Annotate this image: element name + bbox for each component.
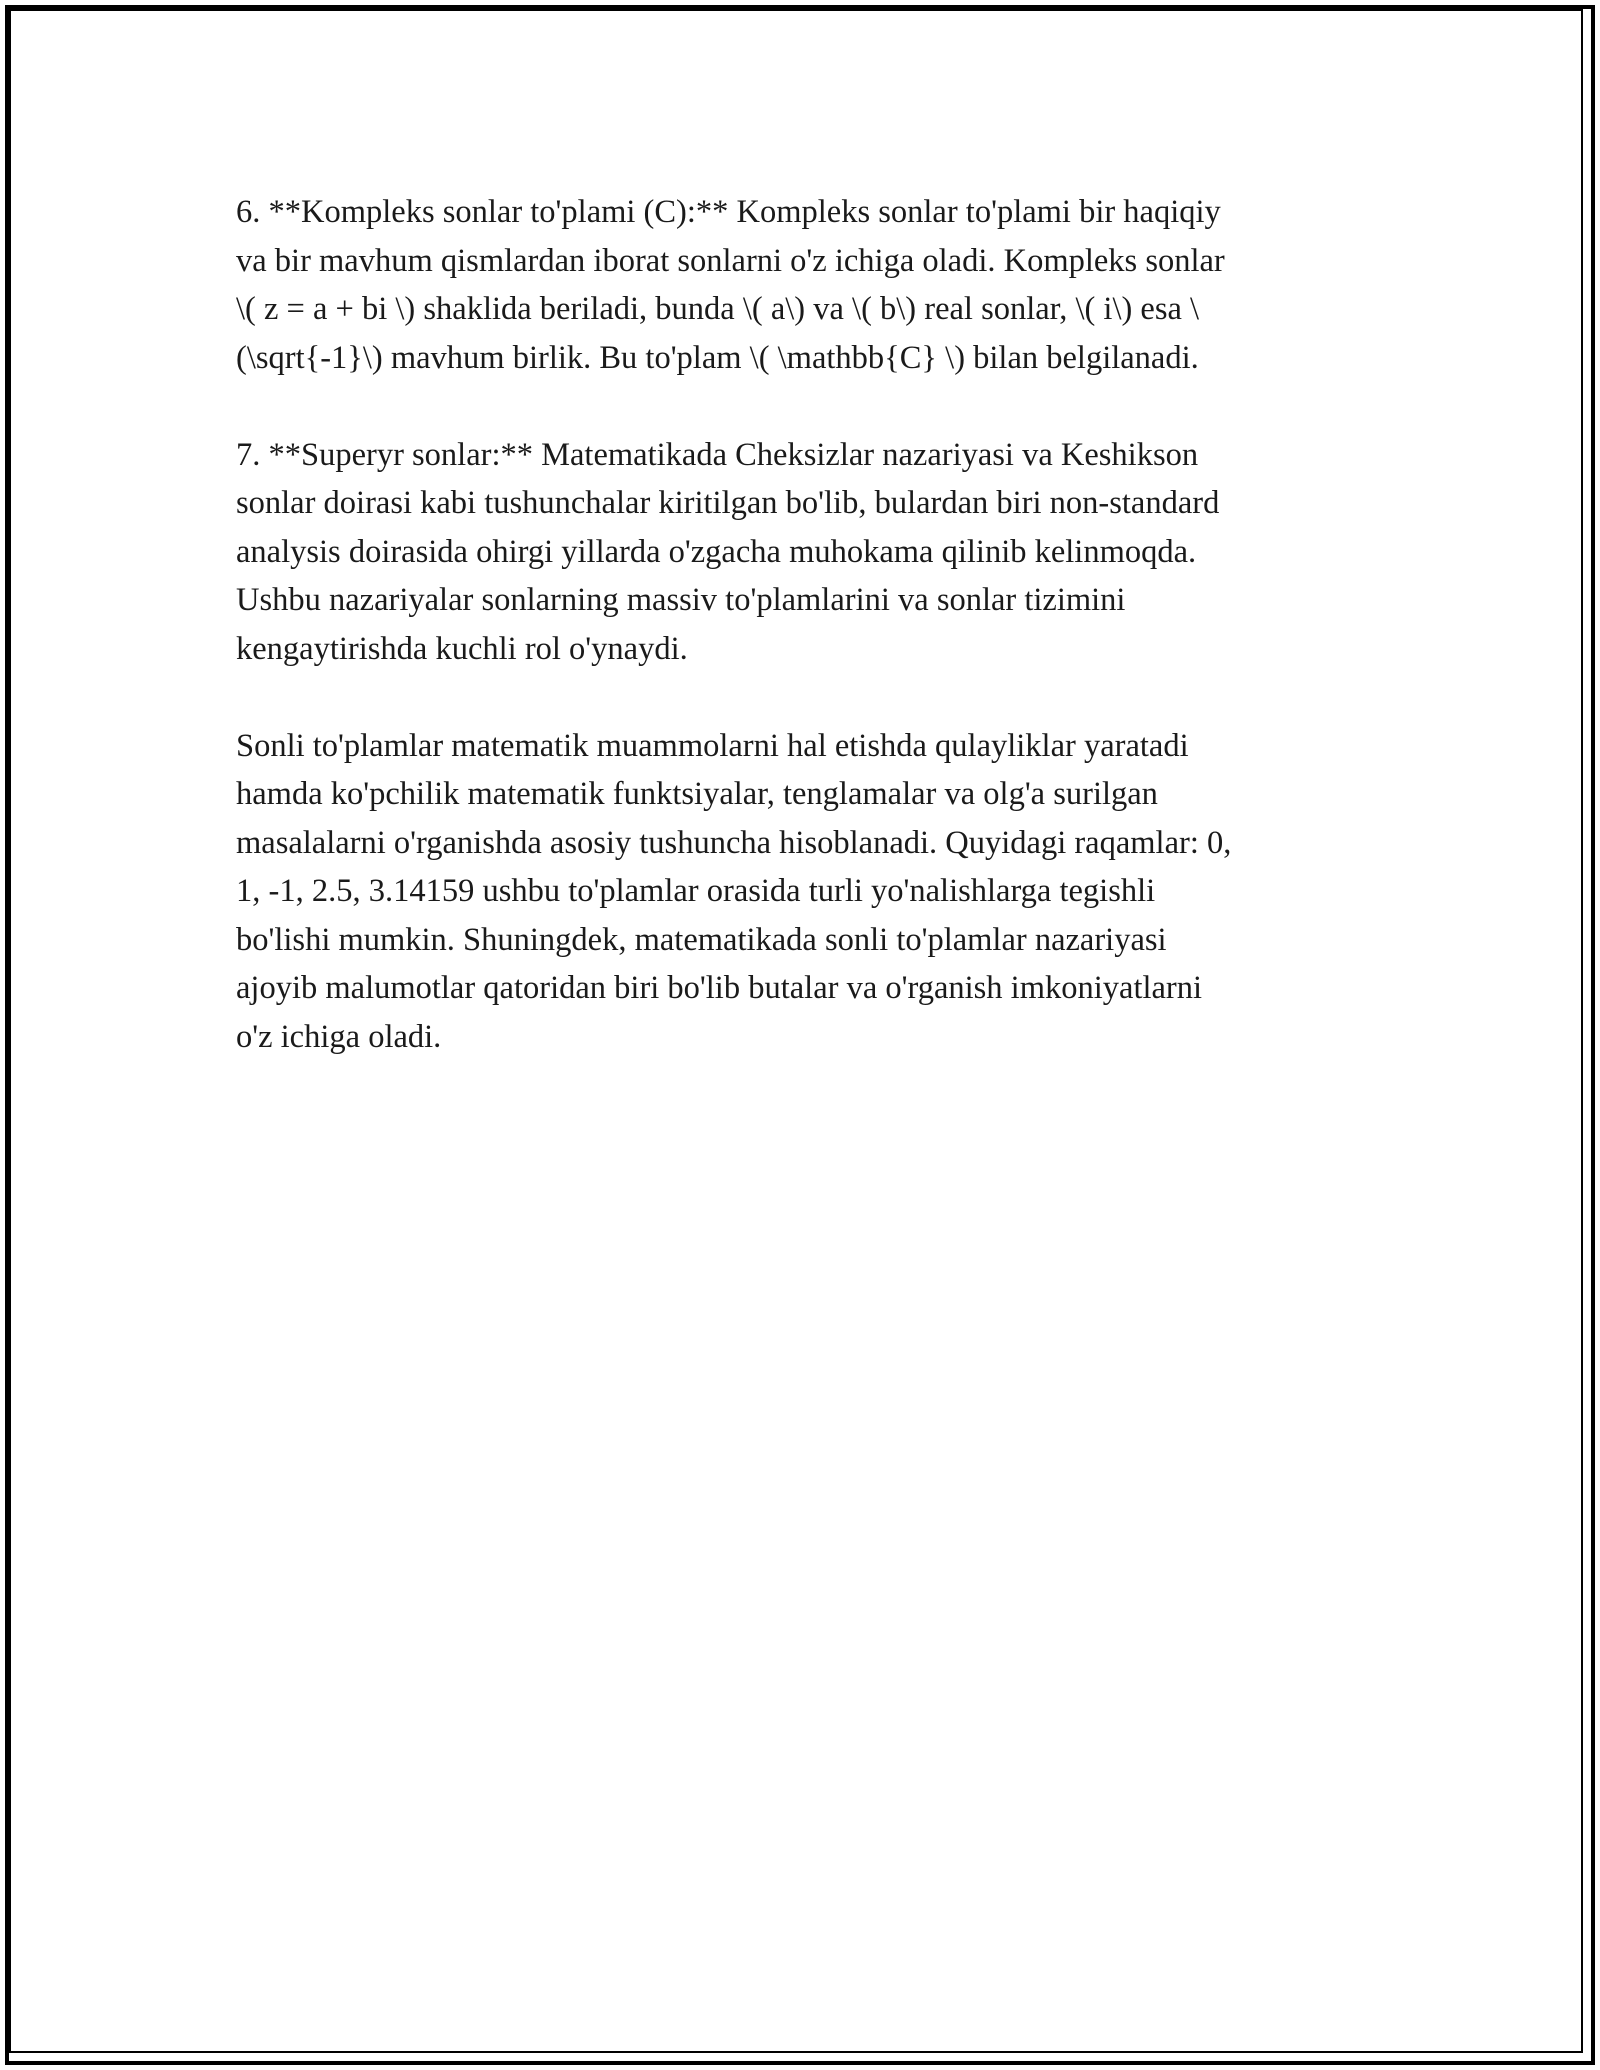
document-body [236,188,1364,1110]
paragraph-superreal-numbers: 7. **Superyr sonlar:** Matematikada Cheksizlar nazariyasi va Keshikson sonlar doirasi kabi tushunchalar kiritilgan bo'lib, bulardan biri non-standard analysis doirasida ohirgi yillarda o'zgacha muhokama qilinib kelinmoqda. Ushbu nazariyalar sonlarning massiv to'plamlarini va sonlar tizimini kengaytirishda kuchli rol o'ynaydi. [236,436,1220,667]
paragraph-complex-numbers: 6. **Kompleks sonlar to'plami (C):** Kompleks sonlar to'plami bir haqiqiy va bir mavhum qismlardan iborat sonlarni o'z ichiga oladi. Kompleks sonlar \( z = a + bi \) shaklida beriladi, bunda \( a\) va \( b\) real sonlar, \( i\) esa \ (\sqrt{-1}\) mavhum birlik. Bu to'plam \( \mathbb{C} \) bilan belgilanadi. [236,194,1225,376]
paragraph-number-sets-summary: Sonli to'plamlar matematik muammolarni hal etishda qulayliklar yaratadi hamda ko'pchilik matematik funktsiyalar, tenglamalar va olg'a surilgan masalalarni o'rganishda asosiy tushuncha hisoblanadi. Quyidagi raqamlar: 0, 1, -1, 2.5, 3.14159 ushbu to'plamlar orasida turli yo'nalishlarga tegishli bo'lishi mumkin. Shuningdek, matematikada sonli to'plamlar nazariyasi ajoyib malumotlar qatoridan biri bo'lib butalar va o'rganish imkoniyatlarni o'z ichiga oladi. [236,727,1232,1055]
